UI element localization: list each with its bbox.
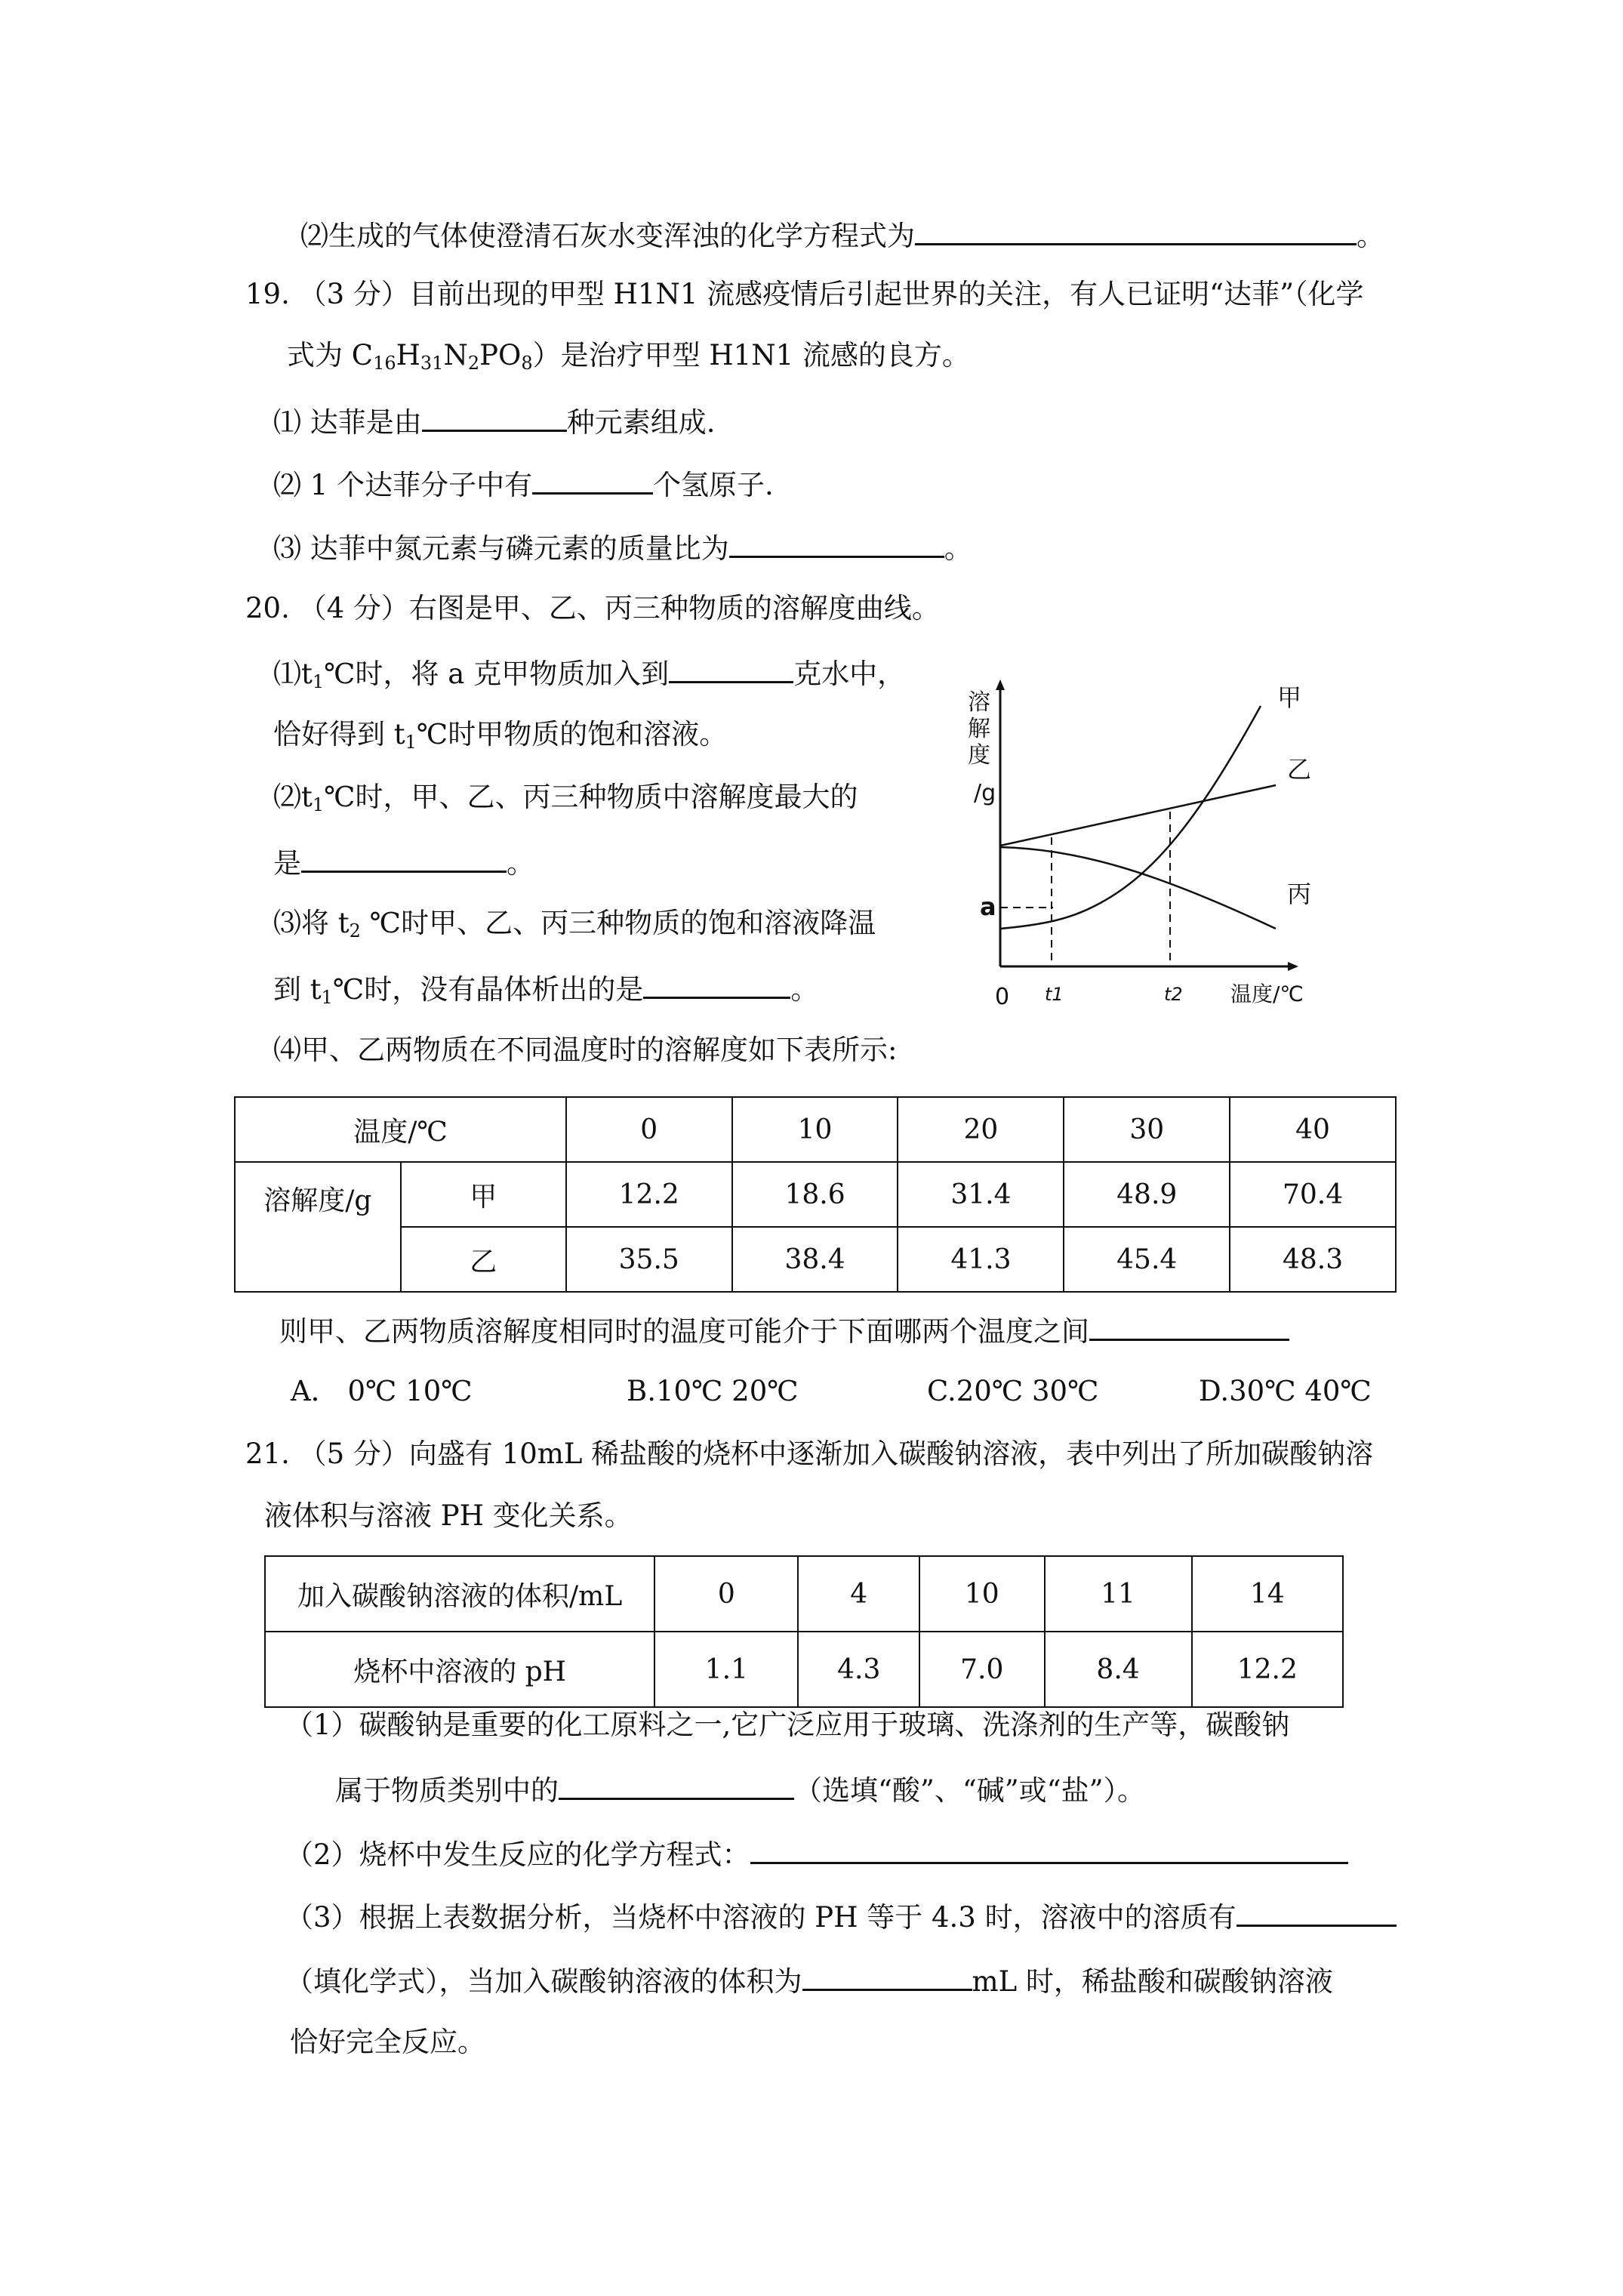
- q20-part3b: 到 $t_1℃$时，没有晶体析出的是 。: [273, 969, 818, 1007]
- table-cell: 31.4: [898, 1162, 1064, 1227]
- table-header-cell: 温度/℃: [235, 1097, 566, 1162]
- table-cell: 18.6: [732, 1162, 898, 1227]
- q19-part1: ⑴ 达菲是由 种元素组成.: [273, 402, 716, 440]
- q20-part1b: 恰好得到 $t_1℃$时甲物质的饱和溶液。: [273, 718, 728, 753]
- table-row-label: 加入碳酸钠溶液的体积/mL: [265, 1556, 654, 1632]
- answer-blank[interactable]: [301, 843, 507, 873]
- q20-part2a: $⑵t_1℃$时，甲、乙、丙三种物质中溶解度最大的: [273, 781, 858, 815]
- label-a: a: [980, 892, 996, 921]
- x-axis-arrow: [1288, 962, 1298, 971]
- option-a[interactable]: A． 0℃ 10℃: [291, 1375, 473, 1407]
- table-cell: 14: [1192, 1556, 1343, 1632]
- xlabel: 温度/℃: [1230, 982, 1304, 1006]
- table-cell: 4: [798, 1556, 919, 1632]
- curve-bing: [1000, 847, 1276, 929]
- label-bing: 丙: [1287, 880, 1312, 908]
- ylabel-char-3: 度: [968, 742, 990, 769]
- table-cell: 12.2: [1192, 1632, 1343, 1707]
- answer-blank[interactable]: [422, 402, 567, 432]
- q20-stem: 20. （4 分）右图是甲、乙、丙三种物质的溶解度曲线。: [245, 592, 940, 624]
- q21-part1a: （1）碳酸钠是重要的化工原料之一,它广泛应用于玻璃、洗涤剂的生产等，碳酸钠: [285, 1709, 1290, 1741]
- curve-yi: [1000, 785, 1276, 846]
- option-c[interactable]: C.20℃ 30℃: [927, 1375, 1099, 1407]
- q20-part4: ⑷甲、乙两物质在不同温度时的溶解度如下表所示:: [273, 1034, 898, 1066]
- table-row-label: 烧杯中溶液的 pH: [265, 1632, 654, 1707]
- table-row: [235, 1097, 1396, 1162]
- table-row: [265, 1632, 1343, 1707]
- q20-part3a: ⑶将 $t_2$ ℃时甲、乙、丙三种物质的饱和溶液降温: [273, 907, 876, 942]
- table-cell: 0: [654, 1556, 798, 1632]
- table-cell: 48.3: [1230, 1227, 1396, 1292]
- table-cell: 45.4: [1064, 1227, 1230, 1292]
- table-cell: 38.4: [732, 1227, 898, 1292]
- label-origin: 0: [995, 984, 1010, 1010]
- q21-stem: 21. （5 分）向盛有 10mL 稀盐酸的烧杯中逐渐加入碳酸钠溶液，表中列出了所加碳酸钠溶: [245, 1438, 1374, 1470]
- answer-blank[interactable]: [643, 969, 790, 999]
- table-cell: 10: [732, 1097, 898, 1162]
- q18-sub2: ⑵生成的气体使澄清石灰水变浑浊的化学方程式为 。: [300, 216, 1384, 254]
- answer-blank[interactable]: [669, 654, 793, 683]
- table-cell: 4.3: [798, 1632, 919, 1707]
- table-cell: 1.1: [654, 1632, 798, 1707]
- q20-part2b: 是 。: [273, 843, 534, 881]
- q19-part3: ⑶ 达菲中氮元素与磷元素的质量比为 。: [273, 529, 972, 566]
- ylabel-char-1: 溶: [968, 689, 990, 716]
- answer-blank[interactable]: [1236, 1897, 1397, 1927]
- q19-part2: ⑵ 1 个达菲分子中有 个氢原子.: [273, 465, 774, 503]
- solubility-table: [234, 1096, 1397, 1293]
- q19-stem: 19. （3 分）目前出现的甲型 H1N1 流感疫情后引起世界的关注，有人已证明“达菲”（化学: [245, 278, 1364, 310]
- table-cell: 48.9: [1064, 1162, 1230, 1227]
- table-row: [235, 1162, 1396, 1227]
- table-cell: 11: [1045, 1556, 1192, 1632]
- answer-blank[interactable]: [532, 465, 653, 495]
- table-cell: 35.5: [566, 1227, 732, 1292]
- label-jia: 甲: [1277, 683, 1302, 712]
- table-row-label: 溶解度/g: [235, 1162, 401, 1292]
- table-cell: 40: [1230, 1097, 1396, 1162]
- ylabel-unit: /g: [974, 780, 996, 806]
- y-axis-arrow: [996, 680, 1005, 690]
- table-row: [235, 1227, 1396, 1292]
- table-cell: 8.4: [1045, 1632, 1192, 1707]
- q19-formula-line: 式为 $C_{16}H_{31}N_2PO_8$）是治疗甲型 H1N1 流感的良方。: [287, 339, 970, 374]
- q21-part3c: 恰好完全反应。: [290, 2026, 485, 2058]
- option-b[interactable]: B.10℃ 20℃: [627, 1375, 799, 1407]
- table-row: [265, 1556, 1343, 1632]
- table-cell: 0: [566, 1097, 732, 1162]
- table-cell: 乙: [401, 1227, 566, 1292]
- q21-part1b: 属于物质类别中的 （选填“酸”、“碱”或“盐”）。: [335, 1771, 1145, 1808]
- label-t2: t2: [1164, 984, 1183, 1005]
- answer-blank[interactable]: [559, 1771, 794, 1800]
- q21-part3b: （填化学式），当加入碳酸钠溶液的体积为 mL 时，稀盐酸和碳酸钠溶液: [285, 1962, 1333, 1999]
- label-yi: 乙: [1287, 755, 1312, 784]
- solubility-curve-graph: [929, 664, 1321, 1019]
- q20-part4-question: 则甲、乙两物质溶解度相同时的温度可能介于下面哪两个温度之间: [279, 1311, 1289, 1349]
- table-cell: 70.4: [1230, 1162, 1396, 1227]
- answer-blank[interactable]: [915, 216, 1357, 245]
- ph-table: [264, 1555, 1344, 1708]
- option-d[interactable]: D.30℃ 40℃: [1199, 1375, 1372, 1407]
- table-cell: 41.3: [898, 1227, 1064, 1292]
- q21-stem-2: 液体积与溶液 PH 变化关系。: [264, 1499, 633, 1532]
- answer-blank[interactable]: [729, 529, 944, 558]
- table-cell: 甲: [401, 1162, 566, 1227]
- answer-blank[interactable]: [802, 1962, 972, 1991]
- label-t1: t1: [1045, 984, 1064, 1005]
- q20-part1a: $⑴t_1℃$时，将 a 克甲物质加入到 克水中，: [273, 654, 905, 692]
- q21-part2: （2）烧杯中发生反应的化学方程式：: [285, 1835, 1348, 1872]
- table-cell: 12.2: [566, 1162, 732, 1227]
- table-cell: 10: [919, 1556, 1045, 1632]
- answer-blank[interactable]: [750, 1835, 1348, 1864]
- ylabel-char-2: 解: [968, 716, 990, 742]
- q21-part3a: （3）根据上表数据分析，当烧杯中溶液的 PH 等于 4.3 时，溶液中的溶质有: [285, 1897, 1397, 1935]
- table-cell: 30: [1064, 1097, 1230, 1162]
- answer-blank[interactable]: [1089, 1311, 1289, 1341]
- table-cell: 7.0: [919, 1632, 1045, 1707]
- table-cell: 20: [898, 1097, 1064, 1162]
